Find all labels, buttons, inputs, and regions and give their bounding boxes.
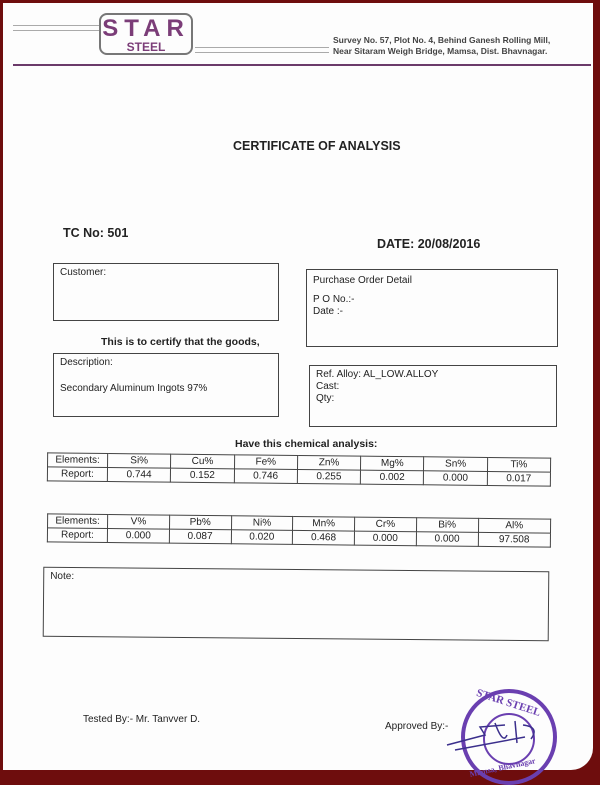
element-header: Fe% [234,455,297,470]
element-value: 0.000 [416,532,478,547]
element-value: 97.508 [478,532,551,547]
po-number: P O No.:- [313,294,355,305]
certificate-date: DATE: 20/08/2016 [377,237,481,251]
element-value: 0.087 [169,529,231,544]
logo-lines-left [13,25,99,31]
description-label: Description: [60,357,113,368]
note-box [43,567,550,641]
element-header: Si% [108,453,171,468]
element-value: 0.746 [234,469,297,484]
logo-star: STAR [102,15,190,42]
stamp-top-text: STAR STEEL [474,686,542,720]
approved-by: Approved By:- [385,721,449,732]
element-header: Ni% [231,516,293,531]
element-value: 0.152 [171,468,234,483]
element-value: 0.000 [107,528,169,543]
element-header: Mn% [293,516,355,531]
row-label: Report: [47,528,107,543]
element-header: Sn% [424,457,487,472]
signature [445,715,555,755]
element-header: Cu% [171,454,234,469]
element-header: Ti% [487,457,550,472]
element-header: Al% [478,518,551,533]
element-value: 0.017 [487,471,550,486]
row-label: Elements: [48,514,108,529]
qty: Qty: [316,393,335,404]
stamp-bottom-text: Mamsa, Bhavnagar [468,756,537,779]
address-line-2: Near Sitaram Weigh Bridge, Mamsa, Dist. Bhavnagar. [333,46,548,56]
element-value: 0.000 [354,531,416,546]
tested-by: Tested By:- Mr. Tanvver D. [83,714,201,725]
element-header: Cr% [354,517,416,532]
element-header: Pb% [169,515,231,530]
element-header: Zn% [297,455,360,470]
alloy-box [309,365,557,427]
purchase-order-box [306,269,558,347]
chemical-table-2 [47,513,551,547]
star-steel-logo [99,13,193,55]
logo-lines-right [195,47,329,53]
element-header: Bi% [416,518,478,533]
element-value: 0.002 [360,470,423,485]
logo-steel: STEEL [126,40,166,54]
element-value: 0.000 [424,471,487,486]
analysis-heading: Have this chemical analysis: [235,438,378,450]
element-value: 0.020 [231,530,293,545]
element-header: V% [108,514,170,529]
ref-alloy: Ref. Alloy: AL_LOW.ALLOY [316,369,439,380]
certificate-page [3,3,593,779]
row-label: Report: [47,467,107,482]
document-title: CERTIFICATE OF ANALYSIS [233,139,401,153]
cast: Cast: [316,381,340,392]
certify-text: This is to certify that the goods, [101,336,260,348]
element-header: Mg% [361,456,424,471]
po-heading: Purchase Order Detail [313,275,412,286]
company-address [333,35,550,57]
element-value: 0.468 [293,530,355,545]
customer-box [53,263,279,321]
note-label: Note: [50,570,75,583]
element-value: 0.255 [297,469,360,484]
description-box [53,353,279,417]
element-value: 0.744 [107,467,170,482]
chemical-table-1 [47,452,551,486]
company-stamp [461,686,557,785]
row-label: Elements: [48,453,108,468]
header-divider [13,64,591,66]
address-line-1: Survey No. 57, Plot No. 4, Behind Ganesh Rolling Mill, [333,35,551,45]
customer-label: Customer: [60,267,107,278]
description-value: Secondary Aluminum Ingots 97% [60,383,208,394]
tc-number: TC No: 501 [63,226,129,240]
po-date: Date :- [313,306,344,317]
